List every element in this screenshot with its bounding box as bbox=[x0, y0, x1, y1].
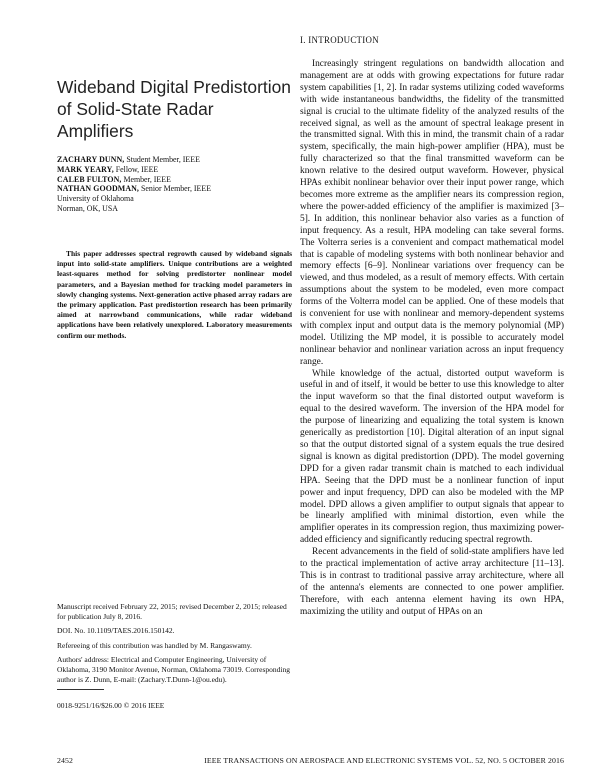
author-line bbox=[57, 184, 292, 194]
section-heading-introduction: I. INTRODUCTION bbox=[300, 35, 379, 45]
paragraph: Increasingly stringent regulations on bandwidth allocation and management are at odds with growing expectations for future radar system capabilities [1, 2]. In radar systems utilizing coded waveforms with wide instantaneous bandwidths, the fidelity of the transmitted signal is crucial to the ultimate fidelity of the analyzed results of the received signal, as well as the amount of spectral leakage present in the transmitted signal. With this in mind, the transmit chain of a radar system, specifically, the main high-power amplifier (HPA), must be fully characterized so that the final transmitted waveform can be known relative to the desired output waveform. However, physical HPAs exhibit nonlinear behavior over their input power range, which becomes more extreme as the amplifier nears its compression region, where the power-added efficiency of the amplifier is maximized [3–5]. In addition, this nonlinear behavior also varies as a function of input frequency. As a result, HPA modeling can take several forms. The Volterra series is a convenient and compact mathematical model that is capable of modeling systems with both nonlinear behavior and memory effects [6–9]. Nonlinear variations over frequency can be viewed, and thus modeled, as a result of memory effects. With certain assumptions about the system to be modeled, even more compact forms of the Volterra model can be applied. One of these models that is convenient for use with nonlinear and memory-dependent systems with complex input and output data is the memory polynomial (MP) model. Utilizing the MP model, it is possible to accurately model nonlinear behavior and nonlinear variation across an input frequency range. bbox=[300, 59, 564, 367]
author-name: CALEB FULTON, bbox=[57, 174, 122, 184]
author-line bbox=[57, 155, 292, 165]
author-role: Senior Member, IEEE bbox=[141, 184, 212, 194]
paragraph: Recent advancements in the field of solid-state amplifiers have led to the practical implementation of active array architecture [11–13]. This is in contrast to traditional passive array architecture, where all of the antenna's elements are connected to one power amplifier. Therefore, with each antenna element having its own HPA, maximizing the utility and output of HPAs on an bbox=[300, 547, 564, 617]
copyright-notice: 0018-9251/16/$26.00 © 2016 IEEE bbox=[57, 701, 165, 710]
author-block bbox=[57, 155, 292, 214]
affiliation-university: University of Oklahoma bbox=[57, 194, 134, 204]
page-number: 2452 bbox=[57, 756, 73, 765]
author-role: Fellow, IEEE bbox=[115, 164, 159, 174]
journal-citation: IEEE TRANSACTIONS ON AEROSPACE AND ELECTRONIC SYSTEMS VOL. 52, NO. 5 OCTOBER 2016 bbox=[204, 756, 564, 765]
author-line bbox=[57, 165, 292, 175]
introduction-body bbox=[300, 59, 564, 619]
copyright-divider bbox=[57, 689, 104, 690]
refereeing-note: Refereeing of this contribution was handled by M. Rangaswamy. bbox=[57, 640, 252, 650]
page-footer bbox=[57, 756, 564, 765]
author-name: ZACHARY DUNN, bbox=[57, 155, 125, 164]
footnote-block bbox=[57, 602, 292, 689]
authors-address: Authors' address: Electrical and Computer Engineering, University of Oklahoma, 3190 Monitor Avenue, Norman, Oklahoma 73019. Corresponding author is Z. Dunn, E-mail: (Zachary.T.Dunn-1@ou.edu). bbox=[57, 655, 290, 684]
paper-title: Wideband Digital Predistortion of Solid-State Radar Amplifiers bbox=[57, 76, 291, 141]
paragraph: While knowledge of the actual, distorted output waveform is useful in and of itself, it would be better to use this knowledge to alter the input waveform so that the final distorted output waveform is equal to the desired waveform. The inversion of the HPA model for the purpose of linearizing and equalizing the total system is known generically as predistortion [10]. Digital alteration of an input signal so that the output distorted signal of a system equals the true desired signal is known as digital predistortion (DPD). The model governing DPD for a given radar transmit chain is matched to each individual HPA. Seeing that the DPD must be a nonlinear function of input power and input frequency, DPD can also be modeled with the MP model. DPD allows a given amplifier to output signals that appear to be linearly amplified with minimal distortion, even while the amplifier operates in its compression region, thus maximizing power-added efficiency and significantly reducing spectral regrowth. bbox=[300, 368, 564, 546]
affiliation-location: Norman, OK, USA bbox=[57, 203, 118, 213]
manuscript-dates: Manuscript received February 22, 2015; revised December 2, 2015; released for publication July 8, 2016. bbox=[57, 602, 287, 621]
author-role: Member, IEEE bbox=[123, 174, 171, 184]
author-role: Student Member, IEEE bbox=[126, 155, 200, 164]
doi: DOI. No. 10.1109/TAES.2016.150142. bbox=[57, 626, 175, 636]
abstract: This paper addresses spectral regrowth caused by wideband signals input into solid-state amplifiers. Unique contributions are a weighted least-squares method for solving predistorter nonlinear model parameters, and a Bayesian method for tracking model parameters in slowly changing systems. Next-generation active phased array radars are the primary application. Past predistortion research has been primarily aimed at narrowband communications, while radar wideband applications have been relatively unexplored. Laboratory measurements confirm our methods. bbox=[57, 249, 292, 340]
author-name: MARK YEARY, bbox=[57, 164, 114, 174]
author-line bbox=[57, 175, 292, 185]
author-name: NATHAN GOODMAN, bbox=[57, 184, 140, 194]
